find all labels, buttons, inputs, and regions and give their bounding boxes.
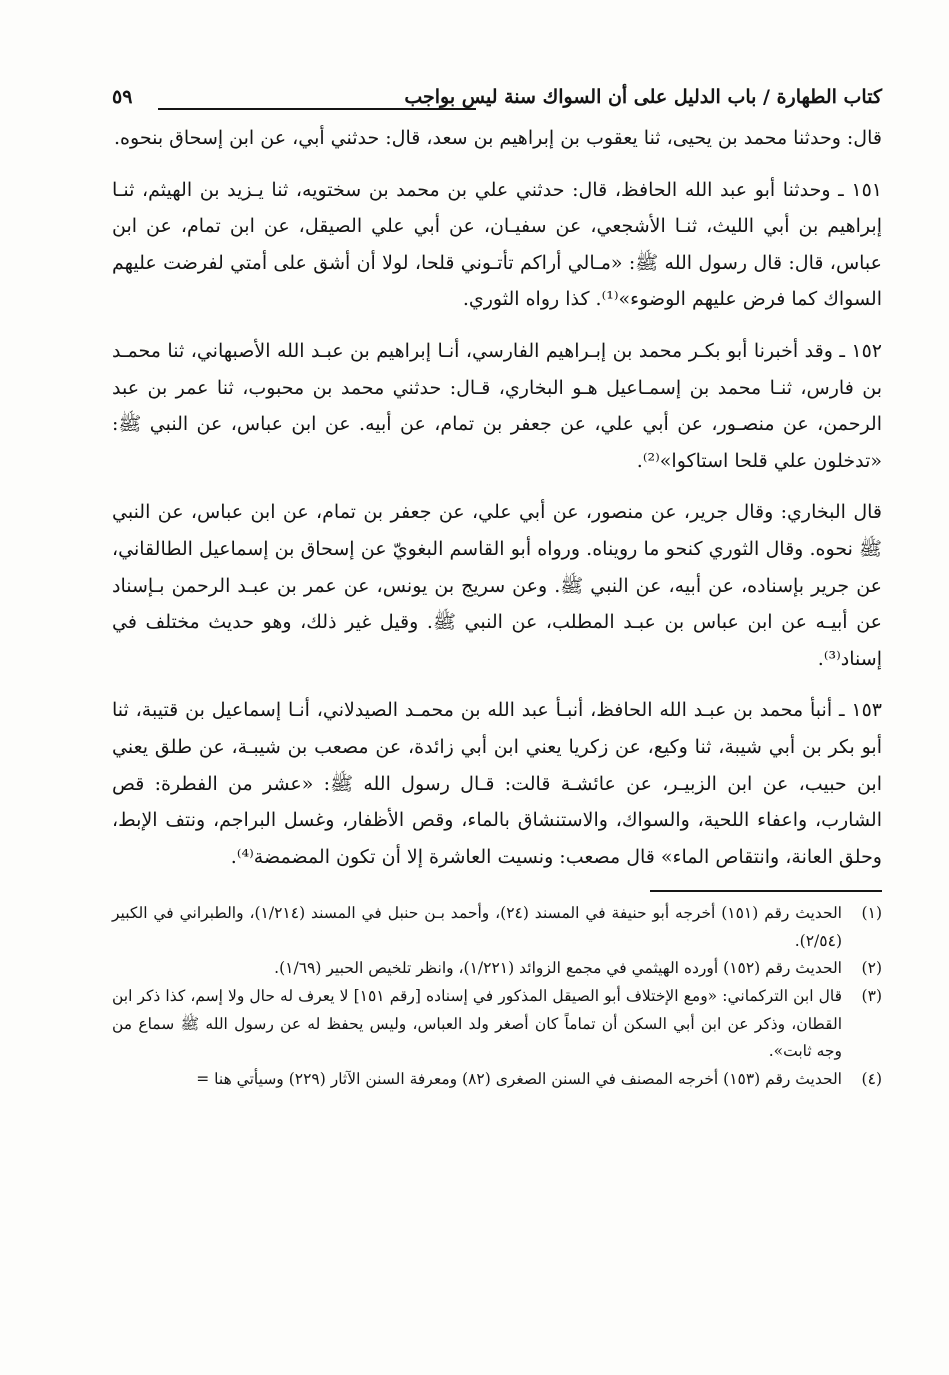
- book-page: [112, 82, 882, 1093]
- footnotes: [112, 900, 882, 1093]
- footnote-1: [112, 900, 882, 955]
- paragraph-bukhari: قال البخاري: وقال جرير، عن منصور، عن أبي علي، عن جعفر بن تمام، عن ابن عباس، عن النبي ﷺ نحوه. وقال الثوري كنحو ما رويناه. ورواه أبو القاسم البغويّ عن إسحاق بن إسماعيل الطالقاني، عن جرير بإسناده، عن أبيه، عن النبي ﷺ. وعن سريج بن يونس، عن عمر بن عبـد الرحمن بـإسناد عن أبيـه عن ابن عباس بن عبـد المطلب، عن النبي ﷺ. وقيل غير ذلك، وهو حديث مختلف في إسناد⁽³⁾.: [112, 501, 882, 670]
- footnote-3: [112, 983, 882, 1066]
- header-title: كتاب الطهارة / باب الدليل على أن السواك سنة ليس بواجب: [404, 86, 882, 108]
- footnote-4: [112, 1066, 882, 1094]
- footnote-text: الحديث رقم (١٥٣) أخرجه المصنف في السنن الصغرى (٨٢) ومعرفة السنن الآثار (٢٢٩) وسيأتي هنا =: [196, 1069, 842, 1088]
- hadith-151: ١٥١ ـ وحدثنا أبو عبد الله الحافظ، قال: حدثني علي بن محمد بن سختويه، ثنا يـزيد بن الهيثم، ثنـا إبراهيم بن أبي الليث، ثنـا الأشجعي، عن سفيـان، عن أبي علي الصيقل، عن ابن تمام، عن ابن عباس، قال: قال رسول الله ﷺ: «مـالي أراكم تأتـوني قلحا، لولا أن أشق على أمتي لفرضت عليهم السواك كما فرض عليهم الوضوء»⁽¹⁾. كذا رواه الثوري.: [112, 178, 882, 311]
- footnote-number: (٢): [861, 959, 882, 978]
- footnote-text: الحديث رقم (١٥٢) أورده الهيثمي في مجمع الزوائد (١/٢٢١)، وانظر تلخيص الحبير (١/٦٩).: [274, 959, 842, 978]
- page-number: ٥٩: [112, 86, 133, 108]
- footnote-number: (١): [861, 904, 882, 923]
- footnote-number: (٣): [861, 987, 882, 1006]
- footnote-number: (٤): [861, 1069, 882, 1088]
- running-header: [112, 82, 882, 120]
- footnote-separator: [650, 890, 882, 892]
- footnote-2: [112, 955, 882, 983]
- hadith-152: ١٥٢ ـ وقد أخبرنا أبو بكـر محمد بن إبـراهيم الفارسي، أنـا إبراهيم بن عبـد الله الأصبهاني، ثنا محمـد بن فارس، ثنـا محمد بن إسمـاعيل هـو البخاري، قـال: حدثني محمد بن محبوب، ثنا عمر بن عبد الرحمن، عن منصـور، عن أبي علي، عن جعفر بن تمام، عن أبيه. عن ابن عباس، عن النبي ﷺ: «تدخلون علي قلحا استاكوا»⁽²⁾.: [112, 339, 882, 472]
- footnote-text: الحديث رقم (١٥١) أخرجه أبو حنيفة في المسند (٢٤)، وأحمد بـن حنبل في المسند (١/٢١٤)، والطبراني في الكبير (٢/٥٤).: [112, 904, 842, 950]
- footnote-text: قال ابن التركماني: «ومع الإختلاف أبو الصيقل المذكور في إسناده [رقم ١٥١] لا يعرف له حال ولا إسم، كذا ذكر ابن القطان، وذكر عن ابن أبي السكن أن تماماً كان أصغر ولد العباس، وليس يحفظ له عن رسول الله ﷺ سماع من وجه ثابت».: [112, 987, 842, 1061]
- hadith-153: ١٥٣ ـ أنبأ محمد بن عبـد الله الحافظ، أنبـأ عبد الله بن محمـد الصيدلاني، أنـا إسماعيل بن قتيبة، ثنا أبو بكر بن أبي شيبة، ثنا وكيع، عن زكريا يعني ابن أبي زائدة، عن مصعب بن شيبـة، عن طلق يعني ابن حبيب، عن ابن الزبيـر، عن عائشـة قالت: قـال رسول الله ﷺ: «عشر من الفطرة: قص الشارب، واعفاء اللحية، والسواك، والاستنشاق بالماء، وقص الأظفار، وغسل البراجم، ونتف الإبط، وحلق العانة، وانتقاص الماء» قال مصعب: ونسيت العاشرة إلا أن تكون المضمضة⁽⁴⁾.: [112, 699, 882, 868]
- header-rule: [158, 108, 476, 110]
- paragraph-intro: قال: وحدثنا محمد بن يحيى، ثنا يعقوب بن إبراهيم بن سعد، قال: حدثني أبي، عن ابن إسحاق بنحوه.: [114, 127, 882, 149]
- main-text: [112, 120, 882, 875]
